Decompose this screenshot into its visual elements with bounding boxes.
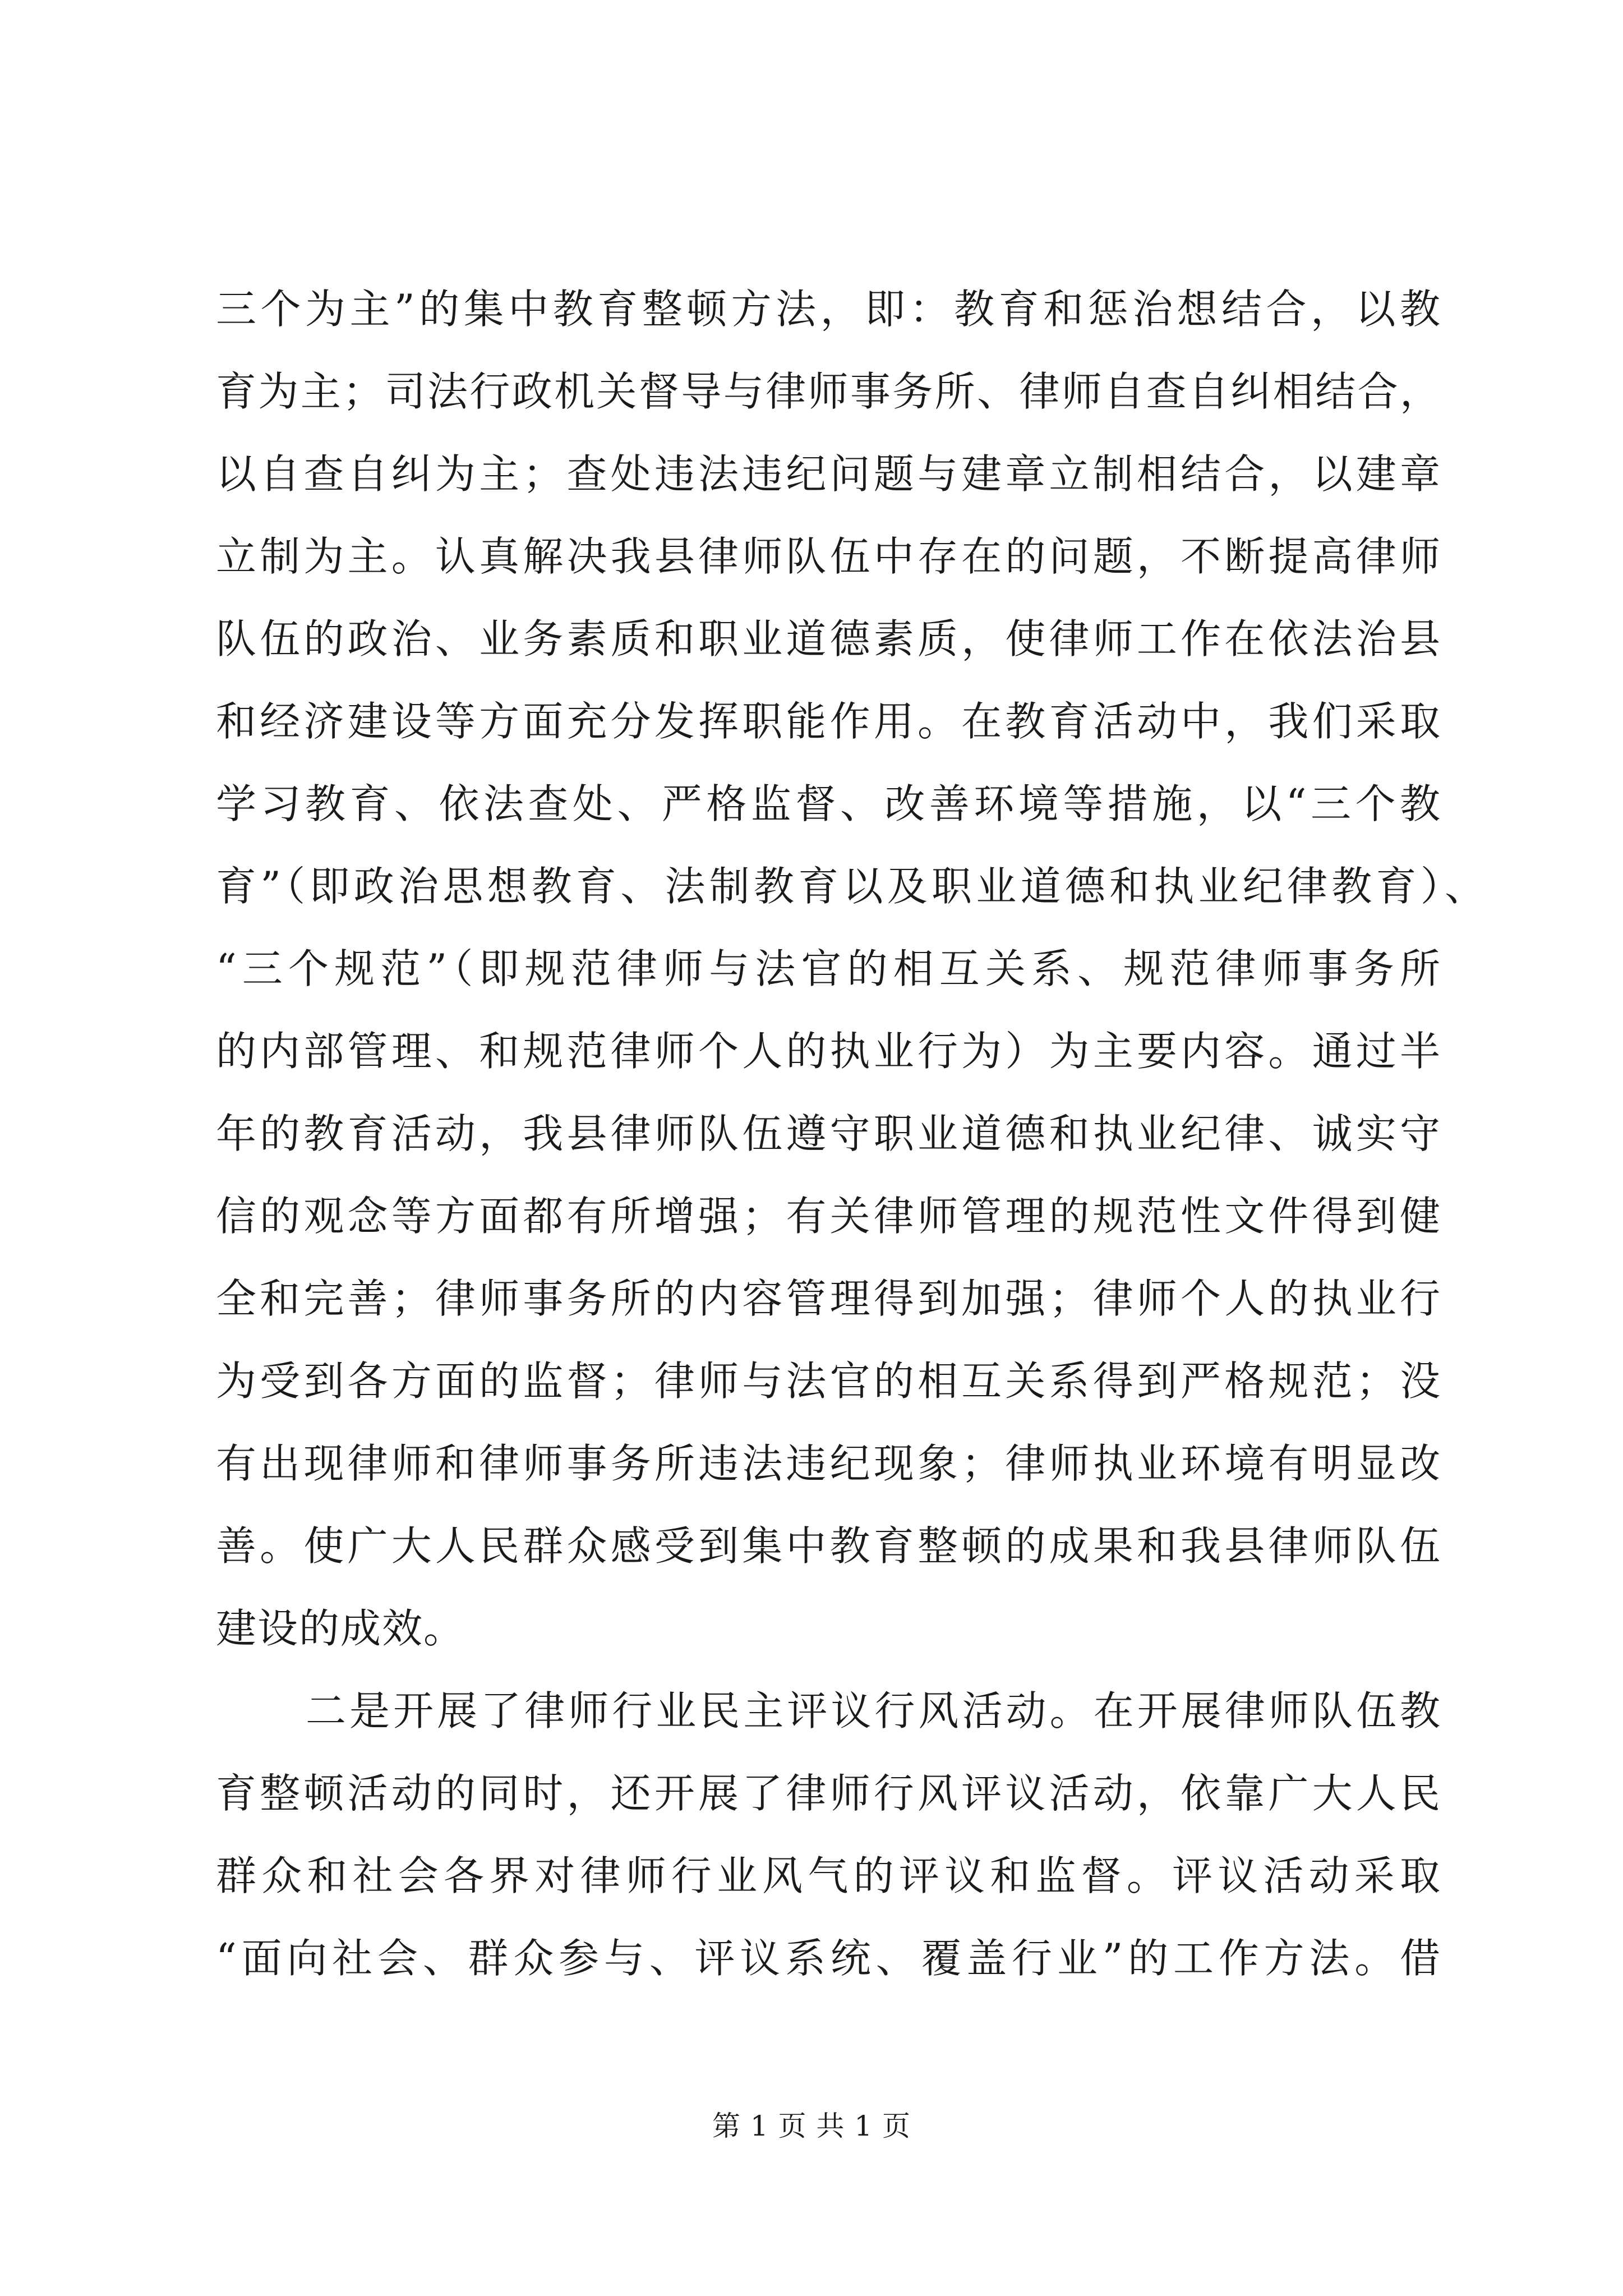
text-line: “三个规范”（即规范律师与法官的相互关系、规范律师事务所 (216, 945, 1441, 992)
text-line: 有出现律师和律师事务所违法违纪现象；律师执业环境有明显改 (216, 1440, 1441, 1487)
document-body (216, 268, 1486, 2000)
text-line: 信的观念等方面都有所增强；有关律师管理的规范性文件得到健 (216, 1193, 1441, 1240)
text-line: “面向社会、群众参与、评议系统、覆盖行业”的工作方法。借 (216, 1935, 1441, 1982)
text-line: 年的教育活动，我县律师队伍遵守职业道德和执业纪律、诚实守 (216, 1110, 1441, 1157)
text-line: 建设的成效。 (216, 1605, 465, 1652)
text-line: 善。使广大人民群众感受到集中教育整顿的成果和我县律师队伍 (216, 1522, 1441, 1570)
text-line: 育”（即政治思想教育、法制教育以及职业道德和执业纪律教育）、 (216, 863, 1486, 910)
text-line: 为受到各方面的监督；律师与法官的相互关系得到严格规范；没 (216, 1358, 1441, 1405)
page-number-footer: 第 1 页 共 1 页 (712, 2110, 911, 2142)
text-line: 群众和社会各界对律师行业风气的评议和监督。评议活动采取 (216, 1852, 1441, 1899)
text-line: 立制为主。认真解决我县律师队伍中存在的问题，不断提高律师 (216, 533, 1441, 580)
text-line: 育整顿活动的同时，还开展了律师行风评议活动，依靠广大人民 (216, 1770, 1441, 1817)
text-line: 队伍的政治、业务素质和职业道德素质，使律师工作在依法治县 (216, 615, 1441, 662)
text-line: 和经济建设等方面充分发挥职能作用。在教育活动中，我们采取 (216, 698, 1441, 745)
text-line: 育为主；司法行政机关督导与律师事务所、律师自查自纠相结合， (216, 368, 1441, 415)
text-line: 全和完善；律师事务所的内容管理得到加强；律师个人的执业行 (216, 1275, 1441, 1322)
text-line: 学习教育、依法查处、严格监督、改善环境等措施，以“三个教 (216, 780, 1441, 827)
text-line: 的内部管理、和规范律师个人的执业行为）为主要内容。通过半 (216, 1028, 1441, 1075)
text-line: 以自查自纠为主；查处违法违纪问题与建章立制相结合，以建章 (216, 450, 1441, 498)
text-line: 三个为主”的集中教育整顿方法，即：教育和惩治想结合，以教 (216, 286, 1441, 333)
paragraph-start-line: 二是开展了律师行业民主评议行风活动。在开展律师队伍教 (306, 1687, 1441, 1734)
